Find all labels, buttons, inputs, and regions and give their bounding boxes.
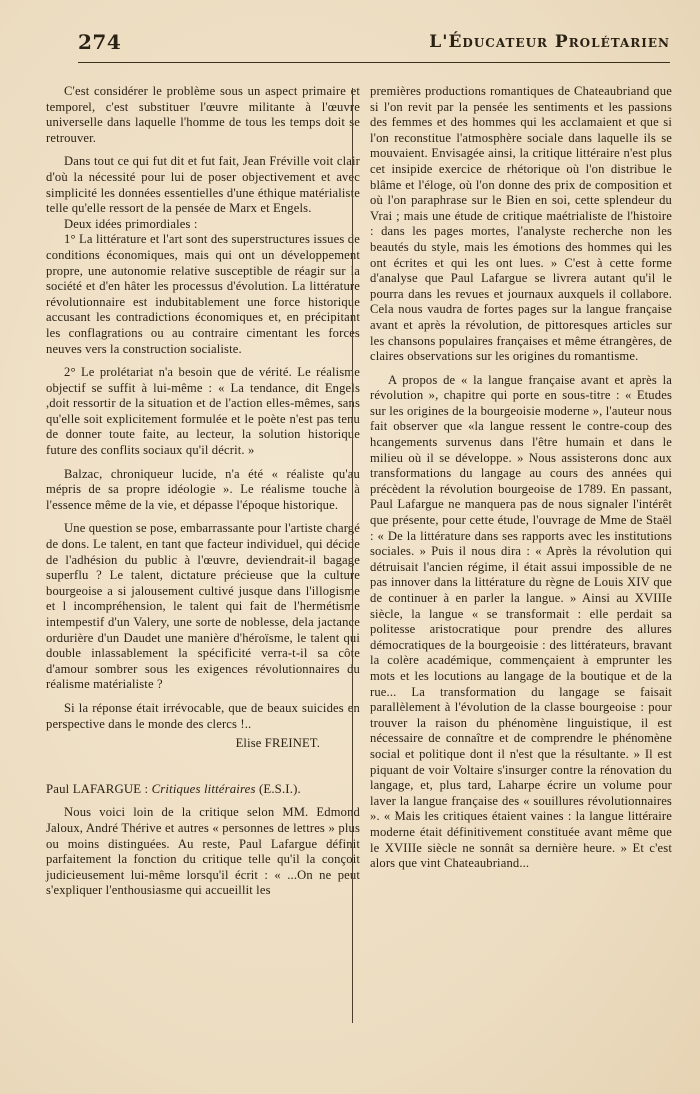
journal-title: L'Éducateur Prolétarien (429, 32, 670, 52)
paragraph: A propos de « la langue française avant et après la révolution », chapitre qui porte en sous-titre : « Etudes sur les origines de la bourgeoisie moderne », l'auteur nous fait observer que «la langue ressent le contre-coup des hcangements survenus dans l'être humain et dans le milieu où il se développe. » Nous assisterons donc aux transformations du langage au cours des années qui précèdent la révolution bourgeoise de 1789. En passant, Paul Lafargue ne manquera pas de nous signaler l'intérêt que présente, pour cette étude, l'ouvrage de Mme de Staël : « De la littérature dans ses rapports avec les institutions sociales. » Puis il nous dira : « Après la révolution qui détruisait l'ancien régime, il était assui impossible de ne pas innover dans la littérature du règne de Louis XIV que de continuer à en parler la langue. » Ainsi au XVIIIe siècle, la langue « se transformait : elle perdait sa politesse aristocratique pour prendre des allures démocratiques de la bourgeoisie : des littérateurs, bravant la colère académique, commençaient à emprunter les mots et les locutions au langage de la boutique et de la rue... La transformation du langage se faisait parallèlement à l'évolution de la classe bourgeoise : pour trouver la raison du phénomène linguistique, il est nécessaire de connaître et de comprendre le phénomène social et politique dont il n'est que la résultante. » Il est piquant de voir Voltaire s'insurger contre la rénovation du langage, et, plus tard, Laharpe écrire un volume pour laver la langue française des « souillures révolutionnaires ». « Mais les critiques étaient vaines : la langue littéraire moderne était définitivement constituée avant même que le XVIIIe siècle ne sonnât sa dernière heure. » Et c'est alors que vint Chateaubriand... (370, 372, 672, 871)
paragraph: Balzac, chroniqueur lucide, n'a été « réaliste qu'au mépris de sa propre idéologie ». Le réalisme touche à l'essence même de la vie, et dépasse l'époque historique. (46, 466, 360, 512)
page-number: 274 (78, 30, 122, 54)
paragraph: C'est considérer le problème sous un aspect primaire et temporel, c'est substituer l'œuvre militante à l'œuvre universelle dans laquelle l'homme de tous les temps doit se retrouver. (46, 84, 360, 145)
signature: Elise FREINET. (235, 736, 320, 751)
page-header (78, 28, 670, 64)
review-heading (46, 782, 360, 798)
paragraph: Une question se pose, embarrassante pour l'artiste chargé de dons. Le talent, en tant que facteur individuel, qui décide de l'adhésion du public à l'œuvre, deviendrait-il bagage superflu ? Le talent, dictature précieuse que la culture bourgeoise a si jalousement cultivé jusque dans l'illogisme et l incompréhension, le talent qui fait de l'hermétisme intempestif d'un Valery, une sorte de noblesse, dela jactance ordurière d'un Daudet une manière d'héroïsme, le talent qui double inlassablement la spécificité verra-t-il sa côte d'amour sombrer sous les exigences révolutionnaires du réalisme matérialiste ? (46, 521, 360, 692)
header-rule (78, 62, 670, 63)
paragraph: Deux idées primordiales : (64, 216, 198, 231)
right-column (370, 84, 672, 880)
paragraph: Nous voici loin de la critique selon MM. Edmond Jaloux, André Thérive et autres « personnes de lettres » plus ou moins distinguées. Au reste, Paul Lafargue définit parfaitement la fonction du critique telle qu'il la conçoit judicieusement lui-même lorsqu'il écrit : « ...On ne peut s'expliquer l'enthousiasme qui accueillit les (46, 805, 360, 898)
review-author: Paul LAFARGUE : (46, 781, 152, 796)
paragraph: 2° Le prolétariat n'a besoin que de vérité. Le réalisme objectif se suffit à lui-même : « La tendance, dit Engels ,doit ressortir de la situation et de l'action elles-mêmes, sans qu'elle soit explicitement formulée et le poète n'est pas tenu de donner toute faite, au lecteur, la solution historique future des conflits sociaux qu'il décrit. » (46, 365, 360, 458)
review-publisher: (E.S.I.). (255, 781, 301, 796)
review-book-title: Critiques littéraires (151, 781, 256, 796)
left-column (46, 84, 360, 907)
paragraph: premières productions romantiques de Chateaubriand que si l'on revit par la pensée les sentiments et les passions des femmes et des hommes qui les acclamaient et que si l'on reconstitue l'atmosphère sociale dans laquelle ils se mouvaient. Envisagée ainsi, la critique littéraire n'est plus cet insipide exercice de rhétorique où l'on distribue le blâme et l'éloge, où l'on donne des prix de composition et où l'on paraphrase sur le Bien en soi, cette splendeur du Vrai ; mais une étude de critique maétrialiste de l'histoire : dans les pages mortes, l'analyste recherche non les beautés du style, mais les émotions des hommes qui les ont écrites et qui les ont lues. » C'est à cette forme d'analyse que Paul Lafargue se livrera autant qu'il le pourra dans les revues et journaux auxquels il collabore. Cela nous vaudra de fortes pages sur la langue française avant et après la révolution, de pittoresques articles sur les chansons populaires françaises et même étrangères, de claires observations sur les origines du romantisme. (370, 84, 672, 364)
paragraph: Dans tout ce qui fut dit et fut fait, Jean Fréville voit clair d'où la nécessité pour lui de poser objectivement et avec simplicité les données essentielles d'une éthique matérialiste telle qu'elle ressort de la pensée de Marx et Engels. (46, 154, 360, 216)
column-divider (352, 88, 353, 1023)
paragraph: Si la réponse était irrévocable, que de beaux suicides en perspective dans le monde des clercs !.. (46, 700, 360, 731)
paragraph: 1° La littérature et l'art sont des superstructures issues de conditions économiques, mais qui ont un développement propre, une autonomie relative susceptible de réagir sur la société et d'en hâter les processus d'évolution. La littérature révolutionnaire est indubitablement une force historique accusant les contradictions économiques et, en précipitant les conflagrations ou au contraire cimentant les forces neuves vers la construction socialiste. (46, 232, 360, 356)
